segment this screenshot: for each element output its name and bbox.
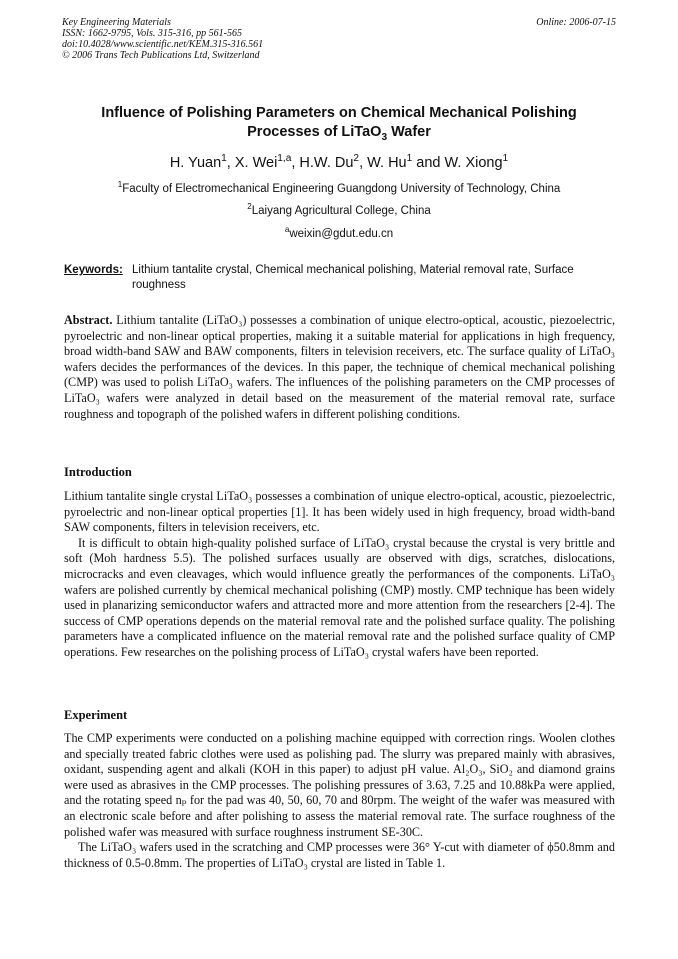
journal-header xyxy=(62,17,263,61)
abstract-label: Abstract. xyxy=(64,313,113,327)
paragraph: It is difficult to obtain high-quality polished surface of LiTaO₃ crystal because the crystal is very brittle and soft (Moh hardness 5.5). The polished surfaces usually are observed with digs, scratches, dislocations, microcracks and even cleavages, which would influence greatly the performances of the components. LiTaO₃ wafers are polished currently by chemical mechanical polishing (CMP) mostly. CMP technique has been widely used in planarizing semiconductor wafers and attracted more and more attention from the researchers [2-4]. The success of CMP operations depends on the material removal rate and the polished surface quality. The polishing parameters have a complicated influence on the material removal rate and the polished surface quality of CMP operations. Few researches on the polishing process of LiTaO₃ crystal wafers have been reported. xyxy=(64,535,615,659)
paragraph: The CMP experiments were conducted on a polishing machine equipped with correction rings. Woolen clothes and specially treated fabric clothes were used as polishing pad. The slurry was prepared mainly with abrasives, oxidant, suspending agent and alkali (KOH in this paper) to adjust pH value. Al₂O₃, SiO₂ and diamond grains were used as abrasives in the CMP processes. The polishing pressures of 3.63, 7.25 and 10.88kPa were applied, and the rotating speed nₚ for the pad was 40, 50, 60, 70 and 80rpm. The weight of the wafer was measured with an electronic scale before and after polishing to assess the material removal rate. The surface roughness of the polished wafer was measured with surface roughness instrument SE-30C. xyxy=(64,731,615,839)
keywords-block xyxy=(64,263,624,293)
experiment-heading: Experiment xyxy=(64,708,128,722)
abstract-text: Lithium tantalite (LiTaO₃) possesses a combination of unique electro-optical, acoustic, piezoelectric, pyroelectric and non-linear optical properties, making it a suitable material for applications in high frequency, broad width-band SAW and BAW components, filters in television receivers, etc. The surface quality of LiTaO₃ wafers decides the performances of the devices. In this paper, the technique of chemical mechanical polishing (CMP) was used to polish LiTaO₃ wafers. The influences of the polishing parameters on the CMP processes of LiTaO₃ wafers were analyzed in detail based on the measurement of the material removal rate, surface roughness and topograph of the polished wafers in different polishing conditions. xyxy=(64,313,615,421)
abstract xyxy=(64,313,615,422)
author-list: H. Yuan$^1$, X. Wei$^{1,a}$, H.W. Du$^2$, W. Hu$^1$ and W. Xiong$^1$ xyxy=(169,153,509,171)
issn-line: ISSN: 1662-9795, Vols. 315-316, pp 561-565 xyxy=(62,28,242,39)
copyright-line: © 2006 Trans Tech Publications Ltd, Switzerland xyxy=(62,50,260,61)
introduction-section xyxy=(64,489,615,661)
keywords-text: Lithium tantalite crystal, Chemical mechanical polishing, Material removal rate, Surface roughness xyxy=(132,264,574,291)
experiment-section xyxy=(64,731,615,871)
title-line-1: Influence of Polishing Parameters on Chemical Mechanical Polishing xyxy=(101,105,577,121)
affiliation-1: $^1$Faculty of Electromechanical Engineering Guangdong University of Technology, China xyxy=(117,180,561,195)
keywords-label: Keywords: xyxy=(64,264,123,276)
paper-title xyxy=(50,104,628,142)
journal-name: Key Engineering Materials xyxy=(62,17,171,28)
title-line-2: Processes of LiTaO$_3$ Wafer xyxy=(247,124,431,143)
paragraph: The LiTaO₃ wafers used in the scratching and CMP processes were 36° Y-cut with diameter of ϕ50.8mm and thickness of 0.5-0.8mm. The properties of LiTaO₃ crystal are listed in Table 1. xyxy=(64,840,615,870)
introduction-heading: Introduction xyxy=(64,465,132,479)
paragraph: Lithium tantalite single crystal LiTaO₃ possesses a combination of unique electro-optical, acoustic, piezoelectric, pyroelectric and non-linear optical properties [1]. It has been widely used in high frequency, broad width-band SAW components, filters in television receivers, etc. xyxy=(64,489,615,535)
doi-line: doi:10.4028/www.scientific.net/KEM.315-316.561 xyxy=(62,39,264,50)
author-email[interactable]: $^a$weixin@gdut.edu.cn xyxy=(284,225,394,240)
affiliation-2: $^2$Laiyang Agricultural College, China xyxy=(247,202,431,217)
online-date: Online: 2006-07-15 xyxy=(536,17,616,28)
